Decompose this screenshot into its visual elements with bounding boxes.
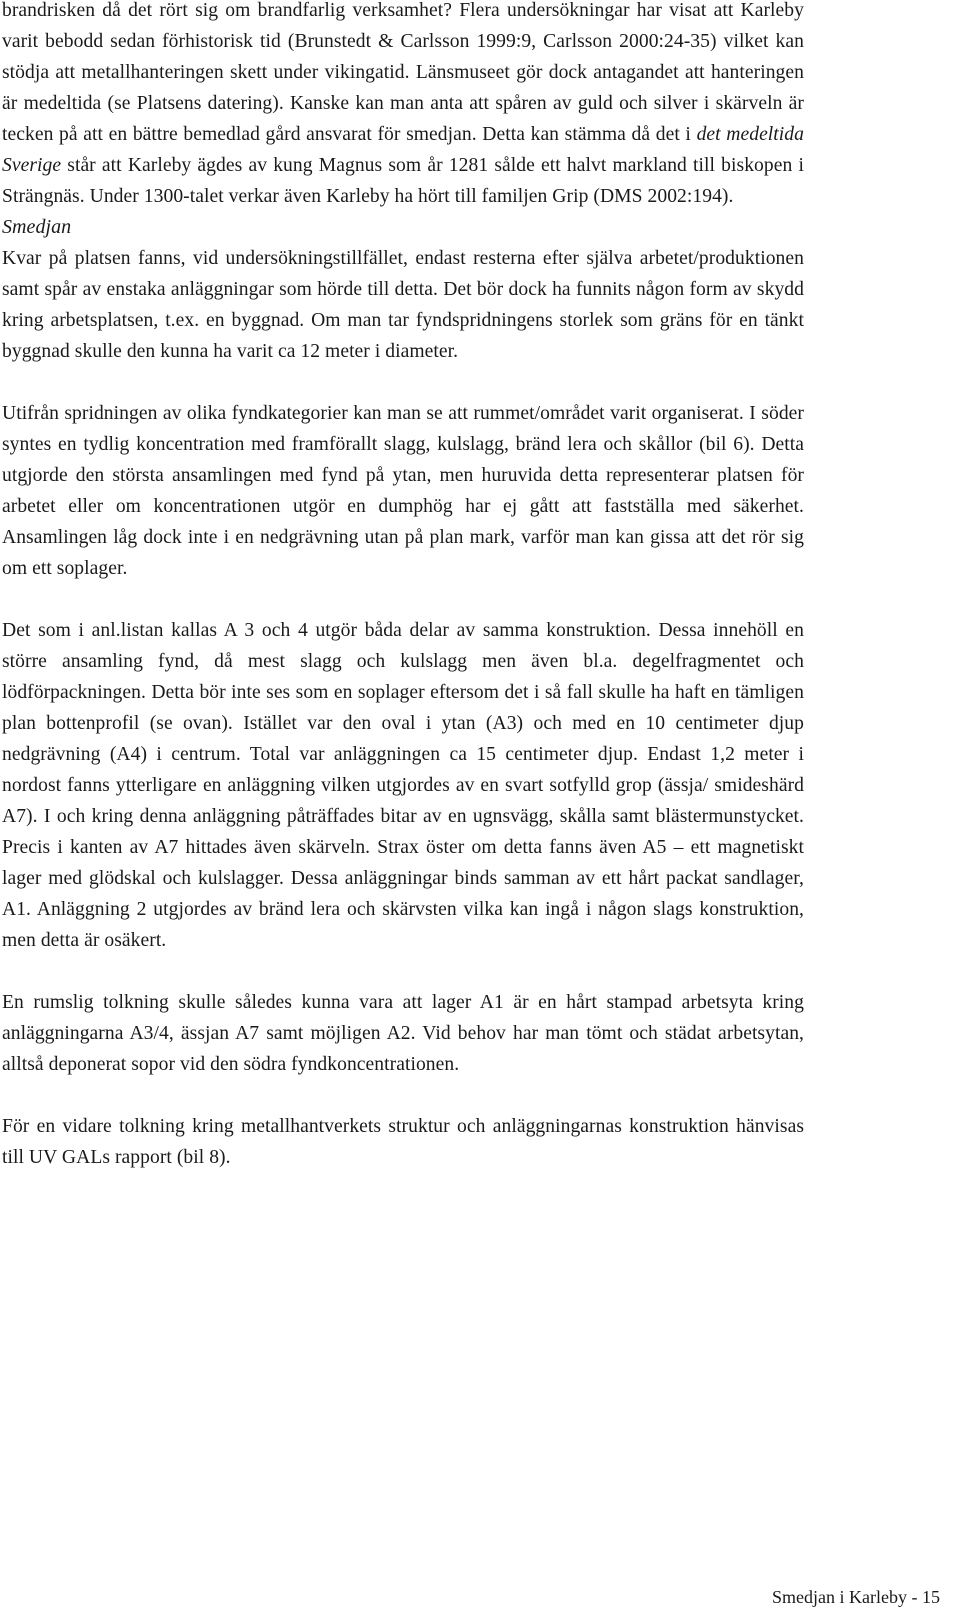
paragraph-organisation: Utifrån spridningen av olika fyndkategorier kan man se att rummet/området varit organiserat. I söder syntes en tydlig koncentration med framförallt slagg, kulslagg, bränd lera och skållor (bil 6). Detta utgjorde den största ansamlingen med fynd på ytan, men huruvida detta representerar platsen för arbetet eller om koncentrationen utgör en dumphög har ej gått att fastställa med säkerhet. Ansamlingen låg dock inte i en nedgrävning utan på plan mark, varför man kan gissa att det rör sig om ett soplager. (2, 403, 804, 579)
paragraph-remains: Kvar på platsen fanns, vid undersökningstillfället, endast resterna efter själva arbetet/produktionen samt spår av enstaka anläggningar som hörde till detta. Det bör dock ha funnits någon form av skydd kring arbetsplatsen, t.ex. en byggnad. Om man tar fyndspridningens storlek som gräns för en tänkt byggnad skulle den kunna ha varit ca 12 meter i diameter. (2, 248, 804, 362)
page-footer: Smedjan i Karleby - 15 (772, 1587, 940, 1607)
paragraph-dating-text-a: brandrisken då det rört sig om brandfarlig verksamhet? Flera undersökningar har visat att Karleby varit bebodd sedan förhistorisk tid (Brunstedt & Carlsson 1999:9, Carlsson 2000:24-35) vilket kan stödja att metallhanteringen skett under vikingatid. Länsmuseet gör dock antagandet att hanteringen är medeltida (se Platsens datering). Kanske kan man anta att spåren av guld och silver i skärveln är tecken på att en bättre bemedlad gård ansvarat för smedjan. Detta kan stämma då det i (2, 0, 804, 145)
paragraph-dating-text-b: står att Karleby ägdes av kung Magnus som år 1281 sålde ett halvt markland till biskopen i Strängnäs. Under 1300-talet verkar även Karleby ha hört till familjen Grip (DMS 2002:194). (2, 155, 804, 207)
paragraph-features: Det som i anl.listan kallas A 3 och 4 utgör båda delar av samma konstruktion. Dessa innehöll en större ansamling fynd, då mest slagg och kulslagg men även bl.a. degelfragmentet och lödförpackningen. Detta bör inte ses som en soplager eftersom det i så fall skulle ha haft en tämligen plan bottenprofil (se ovan). Istället var den oval i ytan (A3) och med en 10 centimeter djup nedgrävning (A4) i centrum. Total var anläggningen ca 15 centimeter djup. Endast 1,2 meter i nordost fanns ytterligare en anläggning vilken utgjordes av en svart sotfylld grop (ässja/ smideshärd A7). I och kring denna anläggning påträffades bitar av en ugnsvägg, skålla samt blästermunstycket. Precis i kanten av A7 hittades även skärveln. Strax öster om detta fanns även A5 – ett magnetiskt lager med glödskal och kulslagger. Dessa anläggningar binds samman av ett hårt packat sandlager, A1. Anläggning 2 utgjordes av bränd lera och skärvsten vilka kan ingå i någon slags konstruktion, men detta är osäkert. (2, 620, 804, 951)
paragraph-spatial-interpretation: En rumslig tolkning skulle således kunna vara att lager A1 är en hårt stampad arbetsyta kring anläggningarna A3/4, ässjan A7 samt möjligen A2. Vid behov har man tömt och städat arbetsytan, alltså deponerat sopor vid den södra fyndkoncentrationen. (2, 992, 804, 1075)
document-page (2, 0, 804, 1173)
paragraph-further-reference: För en vidare tolkning kring metallhantverkets struktur och anläggningarnas konstruktion hänvisas till UV GALs rapport (bil 8). (2, 1116, 804, 1168)
book-title-reference: det medeltida Sverige (2, 124, 804, 176)
paragraph-dating (2, 0, 804, 212)
section-heading: Smedjan (2, 216, 72, 238)
